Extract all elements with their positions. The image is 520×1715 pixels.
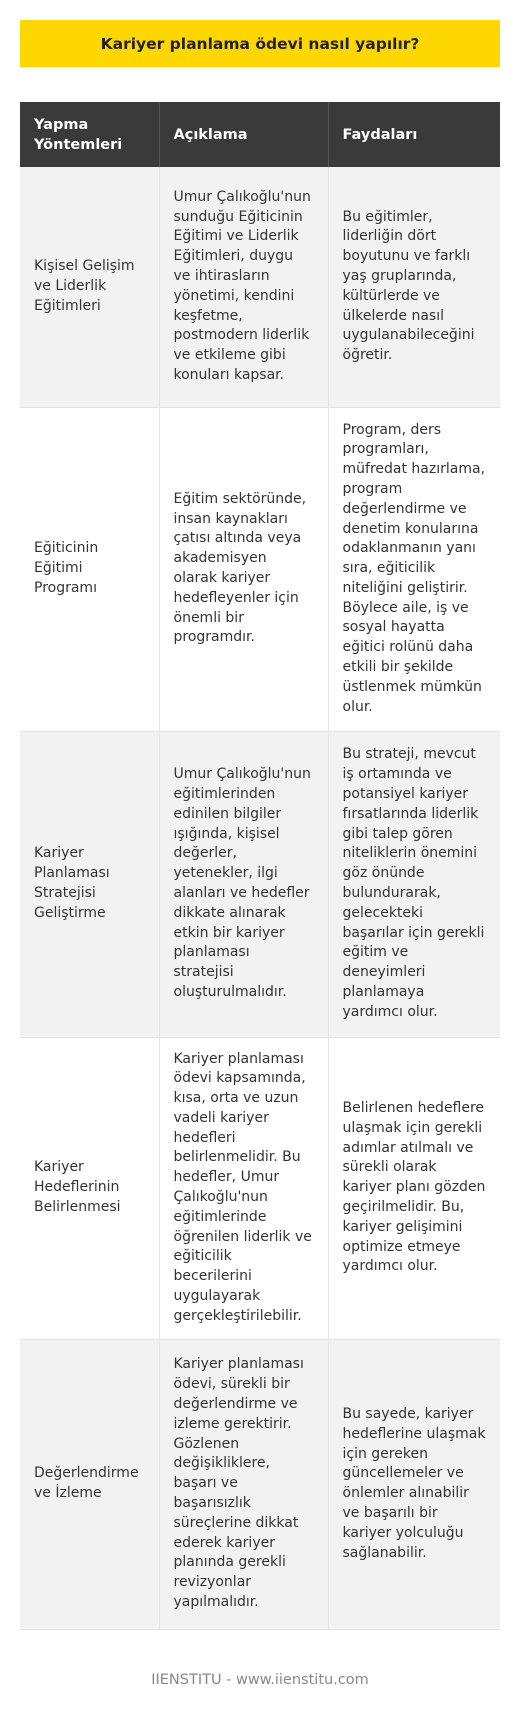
benefits-cell: Bu strateji, mevcut iş ortamında ve potansiyel kariyer fırsatlarında liderlik gibi talep gören niteliklerin önemini göz önünde bulundurarak, gelecekteki başarılar için gerekli eğitim ve deneyimleri planlamaya yardımcı olur. [328, 731, 500, 1037]
description-cell: Umur Çalıkoğlu'nun sunduğu Eğiticinin Eğitimi ve Liderlik Eğitimleri, duygu ve ihtirasların yönetimi, kendini keşfetme, postmodern liderlik ve etkileme gibi konuları kapsar. [159, 167, 328, 407]
page-title: Kariyer planlama ödevi nasıl yapılır? [20, 20, 500, 67]
description-cell: Eğitim sektöründe, insan kaynakları çatısı altında veya akademisyen olarak kariyer hedefleyenler için önemli bir programdır. [159, 407, 328, 731]
description-cell: Umur Çalıkoğlu'nun eğitimlerinden edinilen bilgiler ışığında, kişisel değerler, yetenekler, ilgi alanları ve hedefler dikkate alınarak etkin bir kariyer planlaması stratejisi oluşturulmalıdır. [159, 731, 328, 1037]
table-row [20, 167, 500, 407]
footer-credit: IIENSTITU - www.iienstitu.com [151, 1672, 369, 1688]
table-row [20, 1037, 500, 1339]
benefits-cell: Bu eğitimler, liderliğin dört boyutunu ve farklı yaş gruplarında, kültürlerde ve ülkelerde nasıl uygulanabileceğini öğretir. [328, 167, 500, 407]
description-cell: Kariyer planlaması ödevi kapsamında, kısa, orta ve uzun vadeli kariyer hedefleri belirlenmelidir. Bu hedefler, Umur Çalıkoğlu'nun eğitimlerinde öğrenilen liderlik ve eğiticilik becerilerini uygulayarak gerçekleştirilebilir. [159, 1037, 328, 1339]
method-cell: Kariyer Hedeflerinin Belirlenmesi [20, 1037, 159, 1339]
method-cell: Değerlendirme ve İzleme [20, 1339, 159, 1629]
header-benefits: Faydaları [328, 102, 500, 167]
table-row [20, 1339, 500, 1629]
methods-table [20, 102, 500, 1630]
method-cell: Kişisel Gelişim ve Liderlik Eğitimleri [20, 167, 159, 407]
header-methods: Yapma Yöntemleri [20, 102, 159, 167]
table-row [20, 407, 500, 731]
benefits-cell: Bu sayede, kariyer hedeflerine ulaşmak için gereken güncellemeler ve önlemler alınabilir ve başarılı bir kariyer yolculuğu sağlanabilir. [328, 1339, 500, 1629]
description-cell: Kariyer planlaması ödevi, sürekli bir değerlendirme ve izleme gerektirir. Gözlenen değişikliklere, başarı ve başarısızlık süreçlerine dikkat ederek kariyer planında gerekli revizyonlar yapılmalıdır. [159, 1339, 328, 1629]
table-row [20, 731, 500, 1037]
benefits-cell: Program, ders programları, müfredat hazırlama, program değerlendirme ve denetim konularına odaklanmanın yanı sıra, eğiticilik niteliğini geliştirir. Böylece aile, iş ve sosyal hayatta eğitici rolünü daha etkili bir şekilde üstlenmek mümkün olur. [328, 407, 500, 731]
method-cell: Eğiticinin Eğitimi Programı [20, 407, 159, 731]
method-cell: Kariyer Planlaması Stratejisi Geliştirme [20, 731, 159, 1037]
benefits-cell: Belirlenen hedeflere ulaşmak için gerekli adımlar atılmalı ve sürekli olarak kariyer planı gözden geçirilmelidir. Bu, kariyer gelişimini optimize etmeye yardımcı olur. [328, 1037, 500, 1339]
table-header-row [20, 102, 500, 167]
header-description: Açıklama [159, 102, 328, 167]
